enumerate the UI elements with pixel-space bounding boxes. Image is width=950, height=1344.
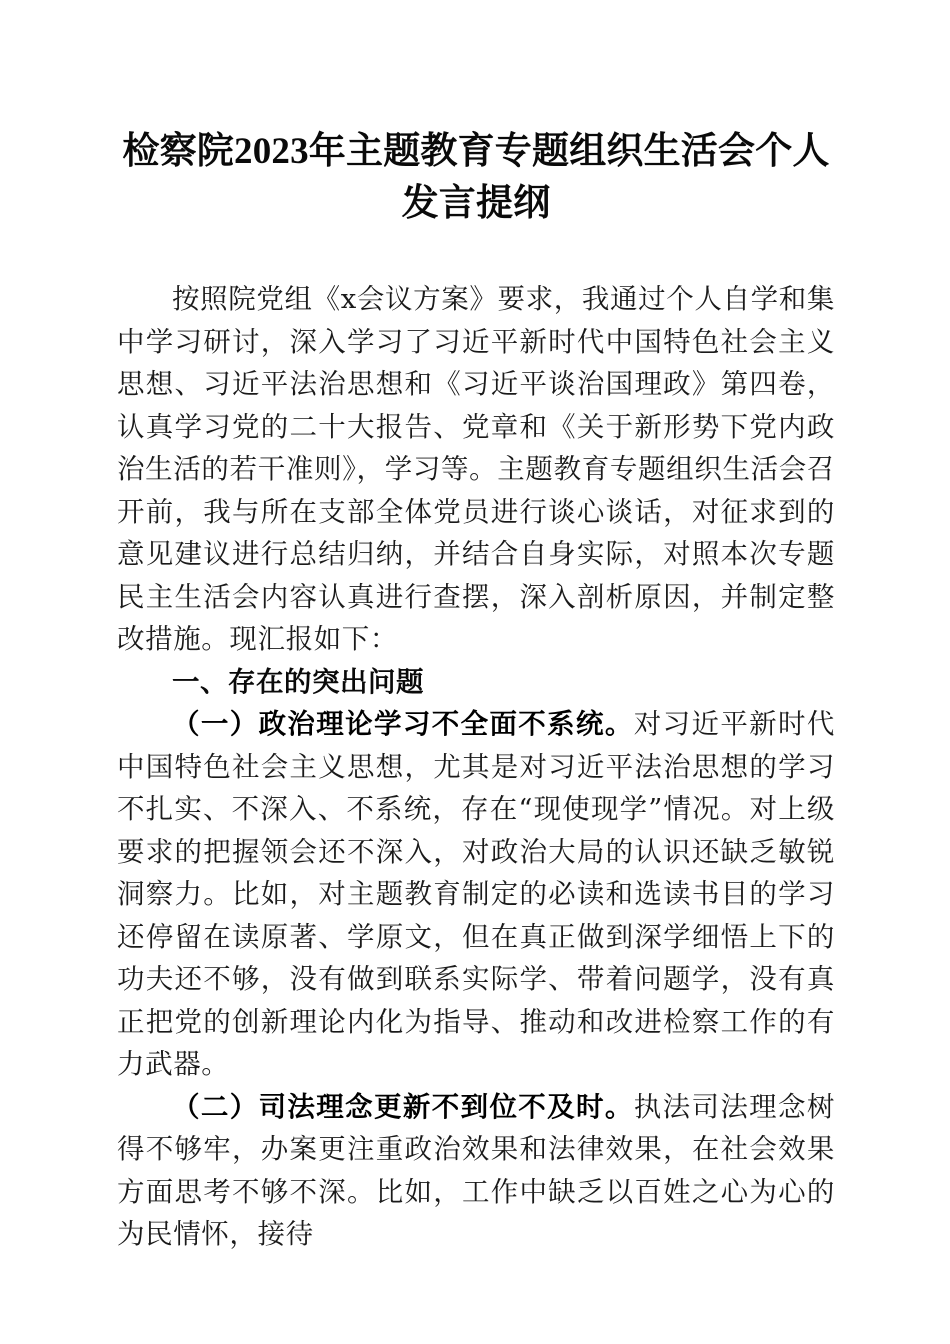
page-title: 检察院2023年主题教育专题组织生活会个人发言提纲: [122, 131, 830, 224]
paragraph-item-2-body: 执法司法理念树得不够牢，办案更注重政治效果和法律效果，在社会效果方面思考不够不深。比如，工作中缺乏以百姓之心为心的为民情怀，接待: [117, 1090, 835, 1250]
paragraph-item-1-lead: （一）政治理论学习不全面不系统。: [172, 708, 634, 740]
paragraph-item-2: [117, 1086, 835, 1256]
paragraph-item-1: [117, 703, 835, 1086]
paragraph-intro: 按照院党组《x会议方案》要求，我通过个人自学和集中学习研讨，深入学习了习近平新时代中国特色社会主义思想、习近平法治思想和《习近平谈治国理政》第四卷，认真学习党的二十大报告、党章和《关于新形势下党内政治生活的若干准则》，学习等。主题教育专题组织生活会召开前，我与所在支部全体党员进行谈心谈话，对征求到的意见建议进行总结归纳，并结合自身实际，对照本次专题民主生活会内容认真进行查摆，深入剖析原因，并制定整改措施。现汇报如下：: [117, 283, 835, 655]
paragraph-item-2-lead: （二）司法理念更新不到位不及时。: [172, 1090, 634, 1123]
document-body: [117, 118, 835, 1256]
section-heading-1: 一、存在的突出问题: [172, 665, 424, 697]
paragraph-item-1-body: 对习近平新时代中国特色社会主义思想，尤其是对习近平法治思想的学习不扎实、不深入、不系统，存在“现使现学”情况。对上级要求的把握领会还不深入，对政治大局的认识还缺乏敏锐洞察力。比如，对主题教育制定的必读和选读书目的学习还停留在读原著、学原文，但在真正做到深学细悟上下的功夫还不够，没有做到联系实际学、带着问题学，没有真正把党的创新理论内化为指导、推动和改进检察工作的有力武器。: [117, 708, 835, 1080]
